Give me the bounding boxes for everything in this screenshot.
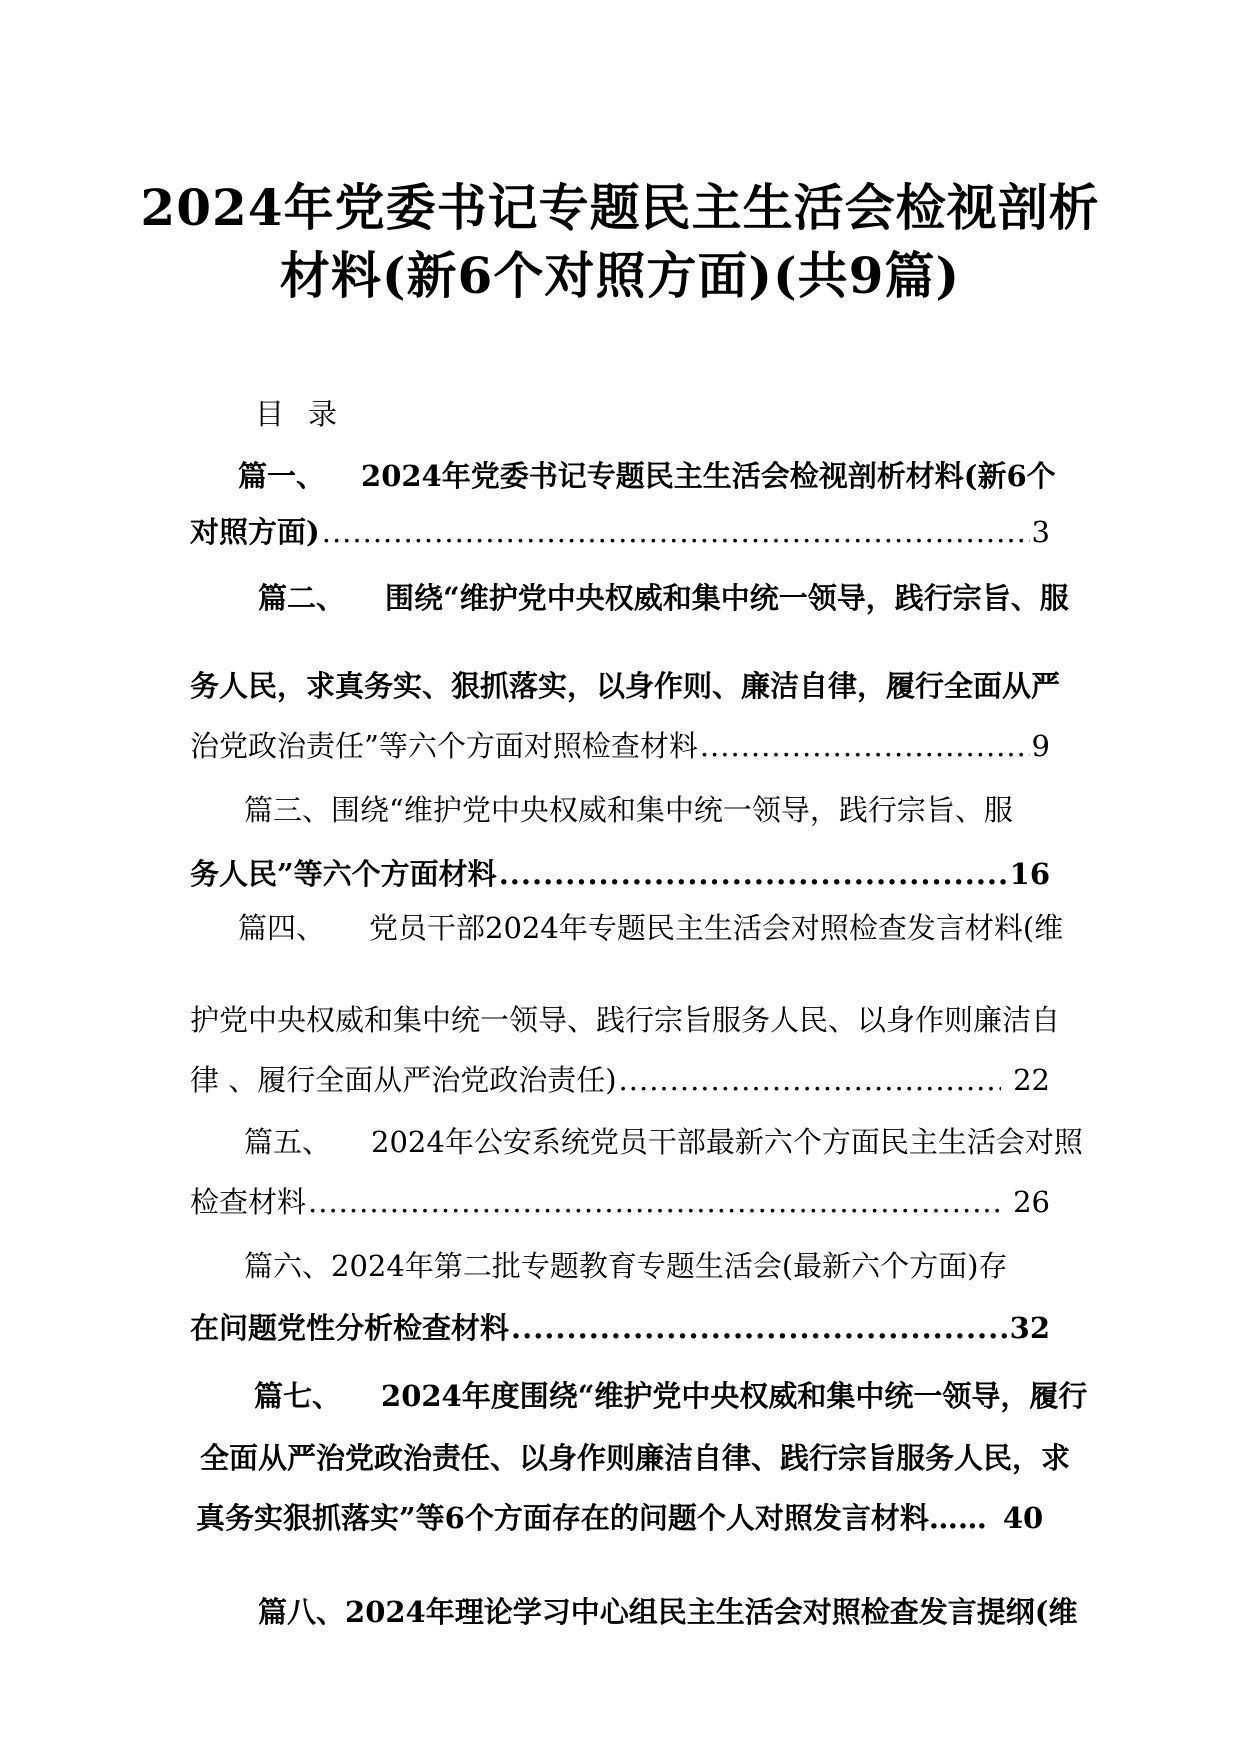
toc-entry-label: 篇八、 xyxy=(258,1595,346,1629)
toc-entry-6-line2[interactable] xyxy=(190,1308,1050,1348)
toc-leader-dots xyxy=(511,1308,1008,1348)
toc-entry-text: 党员干部2024年专题民主生活会对照检查发言材料(维 xyxy=(369,911,1064,945)
toc-entry-2-line1[interactable] xyxy=(258,578,1069,618)
toc-page-number: 22 xyxy=(1013,1063,1050,1097)
document-title-line2: 材料(新6个对照方面)(共9篇) xyxy=(279,246,961,305)
toc-entry-text: 务人民”等六个方面材料 xyxy=(190,857,497,891)
toc-entry-label: 篇一、 xyxy=(238,459,326,493)
toc-entry-text: 围绕“维护党中央权威和集中统一领导，践行宗旨、服 xyxy=(385,581,1069,615)
toc-entry-text: 2024年理论学习中心组民主生活会对照检查发言提纲(维 xyxy=(345,1595,1078,1629)
toc-page-number: 26 xyxy=(1013,1185,1050,1219)
toc-entry-2-line2[interactable]: 务人民，求真务实、狠抓落实，以身作则、廉洁自律，履行全面从严 xyxy=(190,669,1061,703)
toc-leader-dots xyxy=(499,854,1008,894)
toc-entry-text: 围绕“维护党中央权威和集中统一领导，践行宗旨、服 xyxy=(331,793,1013,827)
toc-entry-3-line1[interactable] xyxy=(244,790,1050,830)
toc-page-number: 3 xyxy=(1031,515,1050,549)
toc-entry-7-line1[interactable] xyxy=(254,1376,1088,1416)
document-title-line1: 2024年党委书记专题民主生活会检视剖析 xyxy=(140,178,1100,237)
toc-entry-6-line1[interactable] xyxy=(244,1246,1050,1286)
toc-entry-1-line2[interactable] xyxy=(190,512,1050,552)
toc-entry-label: 篇二、 xyxy=(258,581,346,615)
toc-entry-2-line3[interactable] xyxy=(190,726,1050,766)
toc-entry-5-line1[interactable] xyxy=(244,1122,1083,1162)
toc-entry-text: 对照方面) xyxy=(190,515,320,549)
toc-page-number: 40 xyxy=(1002,1501,1044,1535)
toc-heading: 目录 xyxy=(255,397,362,431)
toc-entry-text: 律 、履行全面从严治党政治责任) xyxy=(190,1063,617,1097)
toc-entry-5-line2[interactable] xyxy=(190,1182,1050,1222)
toc-leader-dots xyxy=(308,1182,1001,1222)
toc-leader-dots xyxy=(619,1060,1002,1100)
toc-entry-label: 篇六、 xyxy=(244,1249,332,1283)
toc-entry-text: 真务实狠抓落实”等6个方面存在的问题个人对照发言材料…… xyxy=(196,1501,987,1535)
toc-entry-7-line3[interactable] xyxy=(196,1498,1050,1538)
toc-page-number: 16 xyxy=(1009,857,1050,891)
toc-page-number: 32 xyxy=(1009,1311,1050,1345)
toc-page-number: 9 xyxy=(1031,729,1050,763)
toc-entry-text: 在问题党性分析检查材料 xyxy=(190,1311,510,1345)
toc-entry-4-line1[interactable] xyxy=(238,908,1064,948)
toc-entry-text: 2024年度围绕“维护党中央权威和集中统一领导，履行 xyxy=(381,1379,1088,1413)
toc-entry-label: 篇四、 xyxy=(238,911,326,945)
toc-leader-dots xyxy=(322,512,1030,552)
toc-entry-text: 检查材料 xyxy=(190,1185,307,1219)
toc-entry-label: 篇五、 xyxy=(244,1125,332,1159)
toc-leader-dots xyxy=(700,726,1030,766)
toc-entry-label: 篇七、 xyxy=(254,1379,342,1413)
toc-entry-label: 篇三、 xyxy=(244,793,332,827)
toc-entry-3-line2[interactable] xyxy=(190,854,1050,894)
toc-entry-text: 2024年党委书记专题民主生活会检视剖析材料(新6个 xyxy=(361,459,1056,493)
toc-entry-4-line2[interactable]: 护党中央权威和集中统一领导、践行宗旨服务人民、以身作则廉洁自 xyxy=(190,1003,1061,1037)
toc-entry-4-line3[interactable] xyxy=(190,1060,1050,1100)
toc-entry-text: 2024年公安系统党员干部最新六个方面民主生活会对照 xyxy=(371,1125,1083,1159)
toc-entry-7-line2[interactable]: 全面从严治党政治责任、以身作则廉洁自律、践行宗旨服务人民，求 xyxy=(200,1441,1071,1475)
toc-entry-text: 治党政治责任”等六个方面对照检查材料 xyxy=(190,729,698,763)
toc-entry-1-line1[interactable] xyxy=(238,456,1056,496)
toc-entry-8-line1[interactable] xyxy=(258,1592,1078,1632)
toc-entry-text: 2024年第二批专题教育专题生活会(最新六个方面)存 xyxy=(331,1249,1008,1283)
